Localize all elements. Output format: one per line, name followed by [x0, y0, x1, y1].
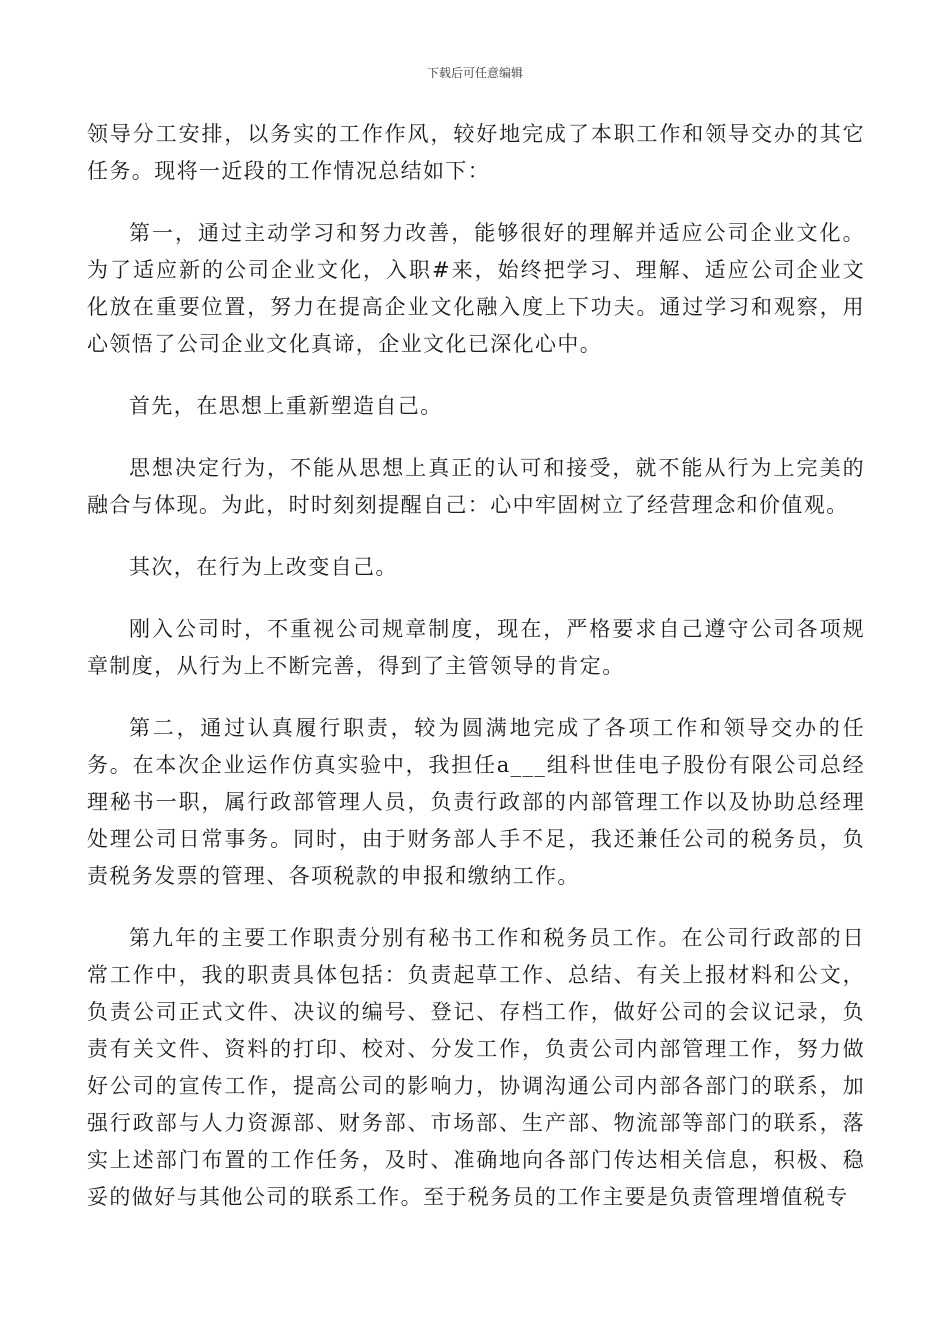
- paragraph-intro: 领导分工安排，以务实的工作作风，较好地完成了本职工作和领导交办的其它任务。现将一近段的工作情况总结如下：: [87, 122, 865, 183]
- paragraph-point-two: 第二，通过认真履行职责，较为圆满地完成了各项工作和领导交办的任务。在本次企业运作仿真实验中，我担任a___组科世佳电子股份有限公司总经理秘书一职，属行政部管理人员，负责行政部的内部管理工作以及协助总经理处理公司日常事务。同时，由于财务部人手不足，我还兼任公司的税务员，负责税务发票的管理、各项税款的申报和缴纳工作。: [87, 716, 865, 888]
- page-header: 下载后可任意编辑: [426, 66, 523, 80]
- paragraph-ninth-year-duties: 第九年的主要工作职责分别有秘书工作和税务员工作。在公司行政部的日常工作中，我的职责具体包括：负责起草工作、总结、有关上报材料和公文，负责公司正式文件、决议的编号、登记、存档工作，做好公司的会议记录，负责有关文件、资料的打印、校对、分发工作，负责公司内部管理工作，努力做好公司的宣传工作，提高公司的影响力，协调沟通公司内部各部门的联系，加强行政部与人力资源部、财务部、市场部、生产部、物流部等部门的联系，落实上述部门布置的工作任务，及时、准确地向各部门传达相关信息，积极、稳妥的做好与其他公司的联系工作。至于税务员的工作主要是负责管理增值税专: [87, 926, 865, 1209]
- paragraph-point-one: 第一，通过主动学习和努力改善，能够很好的理解并适应公司企业文化。为了适应新的公司企业文化，入职#来，始终把学习、理解、适应公司企业文化放在重要位置，努力在提高企业文化融入度上下功夫。通过学习和观察，用心领悟了公司企业文化真谛，企业文化已深化心中。: [87, 221, 865, 356]
- paragraph-first-thought: 首先，在思想上重新塑造自己。: [129, 394, 443, 418]
- document-body: [87, 116, 865, 1241]
- paragraph-second-behavior: 其次，在行为上改变自己。: [129, 555, 398, 579]
- paragraph-thought-behavior: 思想决定行为，不能从思想上真正的认可和接受，就不能从行为上完美的融合与体现。为此，时时刻刻提醒自己：心中牢固树立了经营理念和价值观。: [87, 456, 865, 517]
- paragraph-rules: 刚入公司时，不重视公司规章制度，现在，严格要求自己遵守公司各项规章制度，从行为上不断完善，得到了主管领导的肯定。: [87, 617, 865, 678]
